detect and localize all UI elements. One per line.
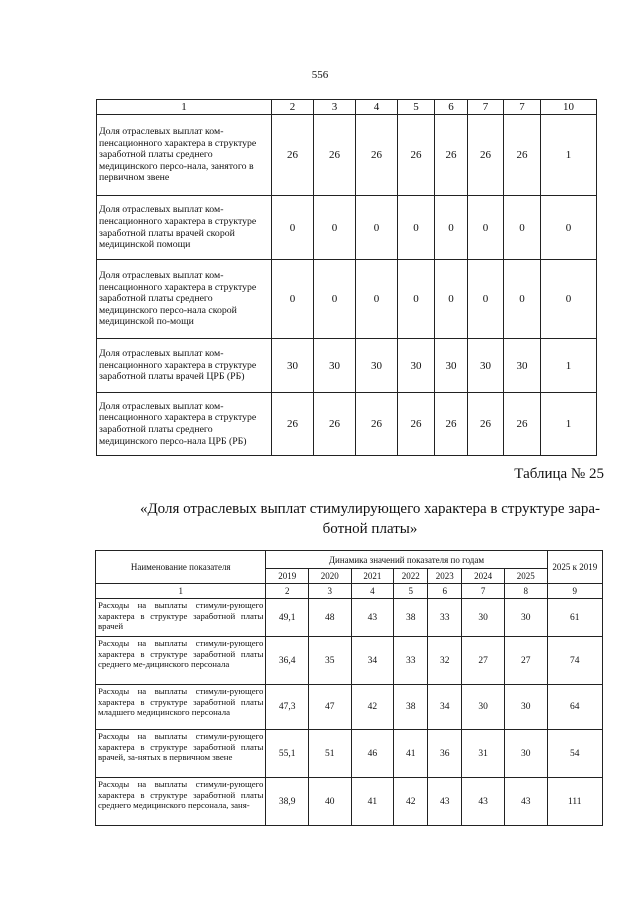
value-cell: 26 (314, 393, 356, 456)
value-cell: 0 (541, 260, 597, 339)
table-row (96, 637, 603, 685)
value-cell: 30 (272, 339, 314, 393)
year-header: 2023 (428, 569, 462, 584)
year-header: 2025 (504, 569, 547, 584)
table-row (96, 685, 603, 730)
value-cell: 30 (504, 339, 541, 393)
value-cell: 0 (356, 196, 398, 260)
column-numbers-row (96, 584, 603, 599)
value-cell: 30 (398, 339, 435, 393)
value-cell: 26 (356, 393, 398, 456)
value-cell: 74 (547, 637, 602, 685)
column-number-cell: 2 (266, 584, 309, 599)
column-number-cell: 3 (309, 584, 352, 599)
incentive-payments-table (95, 550, 603, 826)
table-row (96, 599, 603, 637)
table-row (96, 730, 603, 778)
value-cell: 51 (309, 730, 352, 778)
value-cell: 27 (504, 637, 547, 685)
value-cell: 34 (428, 685, 462, 730)
value-cell: 36,4 (266, 637, 309, 685)
value-cell: 111 (547, 778, 602, 826)
value-cell: 43 (504, 778, 547, 826)
table-title: «Доля отраслевых выплат стимулирующего характера в структуре зара-ботной платы» (139, 501, 601, 537)
value-cell: 0 (314, 260, 356, 339)
value-cell: 30 (462, 599, 505, 637)
year-header: 2022 (394, 569, 428, 584)
value-cell: 0 (468, 196, 504, 260)
indicator-name: Доля отраслевых выплат ком-пенсационного характера в структуре заработной платы среднего медицинского персо-нала, занятого в первичном звене (97, 115, 272, 196)
value-cell: 38 (394, 685, 428, 730)
value-cell: 35 (309, 637, 352, 685)
indicator-name: Доля отраслевых выплат ком-пенсационного характера в структуре заработной платы врачей ЦРБ (РБ) (97, 339, 272, 393)
value-cell: 26 (468, 393, 504, 456)
value-cell: 40 (309, 778, 352, 826)
value-cell: 49,1 (266, 599, 309, 637)
value-cell: 26 (398, 115, 435, 196)
column-number-cell: 2 (272, 100, 314, 115)
indicator-name: Доля отраслевых выплат ком-пенсационного характера в структуре заработной платы среднего медицинского персо-нала скорой медицинской по-мощи (97, 260, 272, 339)
value-cell: 31 (462, 730, 505, 778)
value-cell: 0 (435, 196, 468, 260)
value-cell: 46 (351, 730, 394, 778)
value-cell: 30 (314, 339, 356, 393)
value-cell: 36 (428, 730, 462, 778)
value-cell: 26 (314, 115, 356, 196)
value-cell: 43 (351, 599, 394, 637)
indicator-name: Расходы на выплаты стимули-рующего характера в структуре заработной платы среднего медицинского персонала, заня- (96, 778, 266, 826)
value-cell: 34 (351, 637, 394, 685)
value-cell: 30 (435, 339, 468, 393)
year-header: 2020 (309, 569, 352, 584)
year-header: 2019 (266, 569, 309, 584)
value-cell: 26 (356, 115, 398, 196)
value-cell: 38 (394, 599, 428, 637)
ratio-header: 2025 к 2019 (547, 551, 602, 584)
value-cell: 0 (398, 196, 435, 260)
column-number-cell: 7 (468, 100, 504, 115)
value-cell: 33 (394, 637, 428, 685)
value-cell: 26 (468, 115, 504, 196)
value-cell: 30 (356, 339, 398, 393)
table-header-row (96, 551, 603, 569)
table-row (97, 393, 597, 456)
value-cell: 61 (547, 599, 602, 637)
table-row (97, 260, 597, 339)
table-caption: Таблица № 25 (514, 466, 604, 482)
indicator-name-header: Наименование показателя (96, 551, 266, 584)
column-number-cell: 6 (435, 100, 468, 115)
column-number-cell: 5 (394, 584, 428, 599)
year-header: 2024 (462, 569, 505, 584)
value-cell: 0 (435, 260, 468, 339)
value-cell: 32 (428, 637, 462, 685)
column-number-cell: 4 (351, 584, 394, 599)
value-cell: 64 (547, 685, 602, 730)
dynamics-header: Динамика значений показателя по годам (266, 551, 547, 569)
value-cell: 26 (272, 115, 314, 196)
value-cell: 0 (541, 196, 597, 260)
value-cell: 54 (547, 730, 602, 778)
table-row (97, 196, 597, 260)
column-number-cell: 4 (356, 100, 398, 115)
indicator-name: Расходы на выплаты стимули-рующего характера в структуре заработной платы младшего медицинского персонала (96, 685, 266, 730)
value-cell: 30 (504, 685, 547, 730)
indicator-name: Расходы на выплаты стимули-рующего характера в структуре заработной платы врачей (96, 599, 266, 637)
column-number-cell: 7 (462, 584, 505, 599)
value-cell: 43 (428, 778, 462, 826)
value-cell: 43 (462, 778, 505, 826)
value-cell: 42 (351, 685, 394, 730)
value-cell: 0 (398, 260, 435, 339)
value-cell: 0 (272, 260, 314, 339)
indicator-name: Расходы на выплаты стимули-рующего характера в структуре заработной платы врачей, за-нятых в первичном звене (96, 730, 266, 778)
table-row (97, 115, 597, 196)
year-header: 2021 (351, 569, 394, 584)
value-cell: 0 (356, 260, 398, 339)
column-number-cell: 5 (398, 100, 435, 115)
column-number-cell: 1 (96, 584, 266, 599)
value-cell: 33 (428, 599, 462, 637)
value-cell: 47,3 (266, 685, 309, 730)
value-cell: 55,1 (266, 730, 309, 778)
column-number-cell: 6 (428, 584, 462, 599)
value-cell: 30 (468, 339, 504, 393)
value-cell: 26 (435, 115, 468, 196)
value-cell: 30 (462, 685, 505, 730)
indicator-name: Доля отраслевых выплат ком-пенсационного характера в структуре заработной платы врачей скорой медицинской помощи (97, 196, 272, 260)
value-cell: 0 (504, 260, 541, 339)
value-cell: 30 (504, 730, 547, 778)
value-cell: 42 (394, 778, 428, 826)
value-cell: 0 (504, 196, 541, 260)
value-cell: 1 (541, 115, 597, 196)
value-cell: 47 (309, 685, 352, 730)
value-cell: 0 (468, 260, 504, 339)
value-cell: 26 (398, 393, 435, 456)
indicator-name: Доля отраслевых выплат ком-пенсационного характера в структуре заработной платы среднего медицинского персо-нала ЦРБ (РБ) (97, 393, 272, 456)
value-cell: 41 (394, 730, 428, 778)
page-number: 556 (311, 69, 329, 81)
value-cell: 1 (541, 339, 597, 393)
value-cell: 26 (504, 115, 541, 196)
compensation-payments-table (96, 99, 597, 456)
column-number-cell: 1 (97, 100, 272, 115)
column-number-cell: 10 (541, 100, 597, 115)
value-cell: 30 (504, 599, 547, 637)
value-cell: 41 (351, 778, 394, 826)
column-number-cell: 7 (504, 100, 541, 115)
value-cell: 26 (435, 393, 468, 456)
table-row (96, 778, 603, 826)
column-number-cell: 8 (504, 584, 547, 599)
value-cell: 38,9 (266, 778, 309, 826)
value-cell: 26 (504, 393, 541, 456)
value-cell: 27 (462, 637, 505, 685)
column-number-cell: 9 (547, 584, 602, 599)
value-cell: 0 (314, 196, 356, 260)
table-header-row (97, 100, 597, 115)
value-cell: 0 (272, 196, 314, 260)
indicator-name: Расходы на выплаты стимули-рующего характера в структуре заработной платы среднего ме-дицинского персонала (96, 637, 266, 685)
value-cell: 26 (272, 393, 314, 456)
table-row (97, 339, 597, 393)
column-number-cell: 3 (314, 100, 356, 115)
value-cell: 48 (309, 599, 352, 637)
value-cell: 1 (541, 393, 597, 456)
